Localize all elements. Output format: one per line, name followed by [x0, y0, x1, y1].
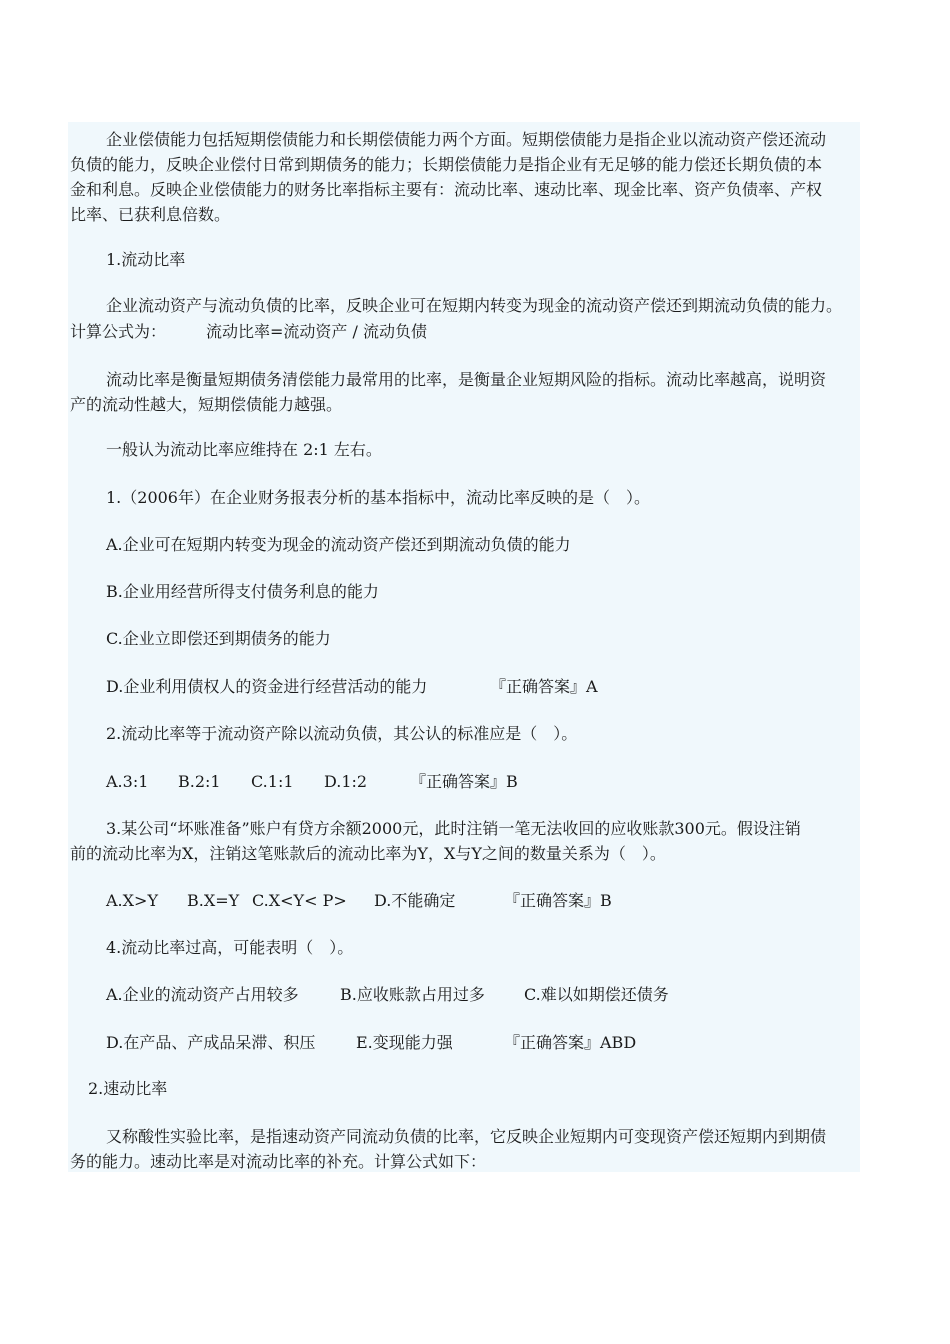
question-2-option-a: A.3:1: [106, 772, 149, 791]
question-4-option-e: E.变现能力强: [356, 1033, 453, 1052]
question-4-option-d: D.在产品、产成品呆滞、积压: [106, 1033, 316, 1052]
question-2-answer: 『正确答案』B: [410, 772, 518, 791]
section-heading-quick-ratio: 2.速动比率: [88, 1079, 168, 1098]
question-4-option-b: B.应收账款占用过多: [340, 985, 485, 1004]
question-1-option-d: D.企业利用债权人的资金进行经营活动的能力: [106, 677, 428, 696]
question-2-option-d: D.1:2: [324, 772, 368, 791]
explanation-line: 产的流动性越大，短期偿债能力越强。: [70, 395, 343, 414]
quick-ratio-line: 务的能力。速动比率是对流动比率的补充。计算公式如下：: [70, 1152, 487, 1171]
question-4-option-a: A.企业的流动资产占用较多: [106, 985, 299, 1004]
question-1-option-b: B.企业用经营所得支付债务利息的能力: [106, 582, 379, 601]
section-heading-current-ratio: 1.流动比率: [106, 250, 186, 269]
question-1-option-c: C.企业立即偿还到期债务的能力: [106, 629, 331, 648]
document-body: [68, 122, 860, 1172]
question-2-option-b: B.2:1: [178, 772, 221, 791]
question-3-option-c: C.X<Y< P>: [252, 891, 347, 910]
question-3-option-b: B.X=Y: [187, 891, 240, 910]
explanation-line: 流动比率是衡量短期债务清偿能力最常用的比率，是衡量企业短期风险的指标。流动比率越高，说明资: [106, 370, 827, 389]
question-2-option-c: C.1:1: [251, 772, 294, 791]
question-1-stem: 1.（2006年）在企业财务报表分析的基本指标中，流动比率反映的是（ ）。: [106, 488, 650, 507]
question-1-answer: 『正确答案』A: [490, 677, 598, 696]
formula-line: 计算公式为： 流动比率=流动资产 / 流动负债: [70, 322, 427, 341]
quick-ratio-line: 又称酸性实验比率，是指速动资产同流动负债的比率，它反映企业短期内可变现资产偿还短期内到期债: [106, 1127, 827, 1146]
question-4-answer: 『正确答案』ABD: [504, 1033, 637, 1052]
question-4-stem: 4.流动比率过高，可能表明（ ）。: [106, 938, 354, 957]
intro-line: 企业偿债能力包括短期偿债能力和长期偿债能力两个方面。短期偿债能力是指企业以流动资产偿还流动: [106, 130, 827, 149]
question-1-option-a: A.企业可在短期内转变为现金的流动资产偿还到期流动负债的能力: [106, 535, 571, 554]
question-3-option-d: D.不能确定: [374, 891, 456, 910]
intro-line: 负债的能力，反映企业偿付日常到期债务的能力；长期偿债能力是指企业有无足够的能力偿还长期负债的本: [70, 155, 823, 174]
question-4-option-c: C.难以如期偿还债务: [524, 985, 669, 1004]
question-3-stem: 前的流动比率为X，注销这笔账款后的流动比率为Y，X与Y之间的数量关系为（ ）。: [70, 844, 666, 863]
intro-line: 金和利息。反映企业偿债能力的财务比率指标主要有：流动比率、速动比率、现金比率、资产负债率、产权: [70, 180, 823, 199]
question-2-stem: 2.流动比率等于流动资产除以流动负债，其公认的标准应是（ ）。: [106, 724, 578, 743]
question-3-option-a: A.X>Y: [106, 891, 158, 910]
intro-line: 比率、已获利息倍数。: [70, 205, 231, 224]
general-note: 一般认为流动比率应维持在 2:1 左右。: [106, 440, 382, 459]
question-3-answer: 『正确答案』B: [504, 891, 612, 910]
question-3-stem: 3.某公司“坏账准备”账户有贷方余额2000元，此时注销一笔无法收回的应收账款300元。假设注销: [106, 819, 801, 838]
definition-line: 企业流动资产与流动负债的比率，反映企业可在短期内转变为现金的流动资产偿还到期流动负债的能力。: [106, 296, 843, 315]
